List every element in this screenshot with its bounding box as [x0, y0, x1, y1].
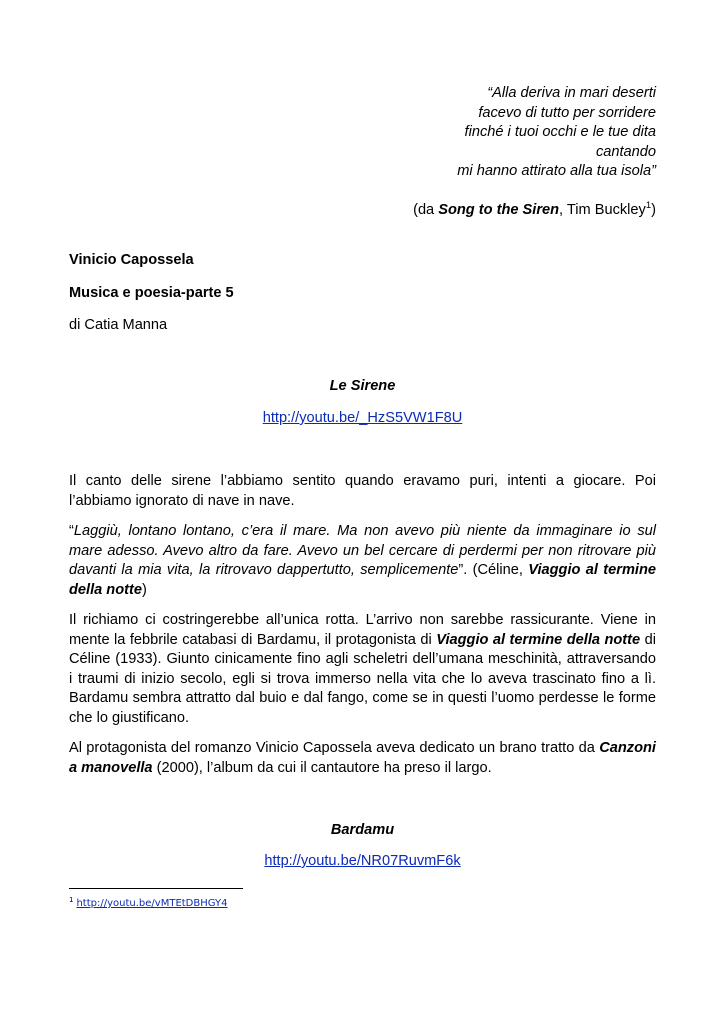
- source-prefix: (da: [413, 202, 439, 218]
- book-title: Viaggio al termine della notte: [436, 631, 641, 648]
- quote-text: davanti la mia vita, la ritrovavo dappertutto, semplicemente: [69, 562, 459, 579]
- paragraph-line: Céline (1933). Giunto cinicamente fino agli scheletri dell’umana meschinità, attraversando: [69, 651, 656, 668]
- footnote-link[interactable]: http://youtu.be/vMTEtDBHGY4: [76, 898, 228, 909]
- text-run: Al protagonista del romanzo Vinicio Capossela aveva dedicato un brano tratto da: [69, 740, 600, 756]
- paragraph-line: [69, 739, 656, 759]
- footnote-separator: [69, 888, 243, 889]
- paragraph-line: Il richiamo ci costringerebbe all’unica rotta. L’arrivo non sarebbe rassicurante. Viene in: [69, 612, 656, 628]
- paragraph-line: l’abbiamo ignorato di nave in nave.: [69, 492, 295, 509]
- paragraph-2-quote: [69, 522, 656, 600]
- paragraph-line: che lo giustificano.: [69, 709, 190, 726]
- paragraph-4: [69, 739, 656, 778]
- paragraph-line: [69, 561, 656, 581]
- byline: di Catia Manna: [69, 317, 168, 333]
- youtube-link-le-sirene[interactable]: http://youtu.be/_HzS5VW1F8U: [262, 410, 463, 426]
- paragraph-line: [69, 581, 656, 601]
- paragraph-line: Il canto delle sirene l’abbiamo sentito quando eravamo puri, intenti a giocare. Poi: [69, 473, 656, 489]
- citation-prefix: ”. (Céline,: [458, 562, 529, 579]
- document-page: [69, 0, 656, 1024]
- epigraph-line: finché i tuoi occhi e le tue dita: [464, 124, 656, 141]
- epigraph-source: [413, 200, 656, 218]
- text-run: mente la febbrile catabasi di Bardamu, il protagonista di: [69, 631, 437, 648]
- footnote-mark: 1: [69, 896, 74, 904]
- quote-text: mare adesso. Avevo altro da fare. Avevo un bel cercare di perdermi per non ritrovare più: [69, 542, 656, 559]
- youtube-link-bardamu[interactable]: http://youtu.be/NR07RuvmF6k: [264, 853, 461, 869]
- section-title-bardamu: Bardamu: [330, 822, 395, 838]
- epigraph-line: “Alla deriva in mari deserti: [487, 85, 656, 101]
- source-suffix: ): [651, 202, 656, 218]
- section-title-le-sirene: Le Sirene: [329, 378, 396, 394]
- citation-close: ): [141, 581, 147, 598]
- series-title: Musica e poesia-parte 5: [69, 285, 234, 301]
- footnote-reference[interactable]: 1: [645, 200, 652, 211]
- text-run: (2000), l’album da cui il cantautore ha preso il largo.: [152, 759, 492, 776]
- source-artist: , Tim Buckley: [559, 202, 646, 218]
- epigraph-line: mi hanno attirato alla tua isola”: [457, 163, 656, 180]
- paragraph-line: [69, 522, 656, 542]
- footnote: [69, 896, 227, 909]
- paragraph-1: [69, 472, 656, 511]
- author-name: Vinicio Capossela: [69, 252, 194, 268]
- source-song-title: Song to the Siren: [438, 202, 560, 218]
- paragraph-3: [69, 611, 656, 729]
- epigraph-line: facevo di tutto per sorridere: [478, 104, 656, 121]
- text-run: di: [640, 631, 656, 648]
- quote-text: Laggiù, lontano lontano, c’era il mare. Ma non avevo più niente da immaginare io sul: [73, 523, 656, 539]
- book-title: della notte: [69, 581, 142, 598]
- paragraph-line: [69, 759, 656, 779]
- open-quote: “: [69, 523, 74, 539]
- paragraph-line: i traumi di inizio secolo, egli si trova immerso nella vita che lo aveva trascinato fino a lì.: [69, 670, 656, 687]
- album-title: a manovella: [69, 759, 153, 776]
- book-title: Viaggio al termine: [528, 562, 656, 579]
- epigraph-line: cantando: [595, 143, 656, 160]
- paragraph-line: Bardamu sembra attratto dal buio e dal fango, come se in questi l’uomo perdesse le forme: [69, 690, 656, 707]
- epigraph: [457, 84, 656, 182]
- paragraph-line: [69, 631, 656, 651]
- album-title: Canzoni: [599, 740, 656, 756]
